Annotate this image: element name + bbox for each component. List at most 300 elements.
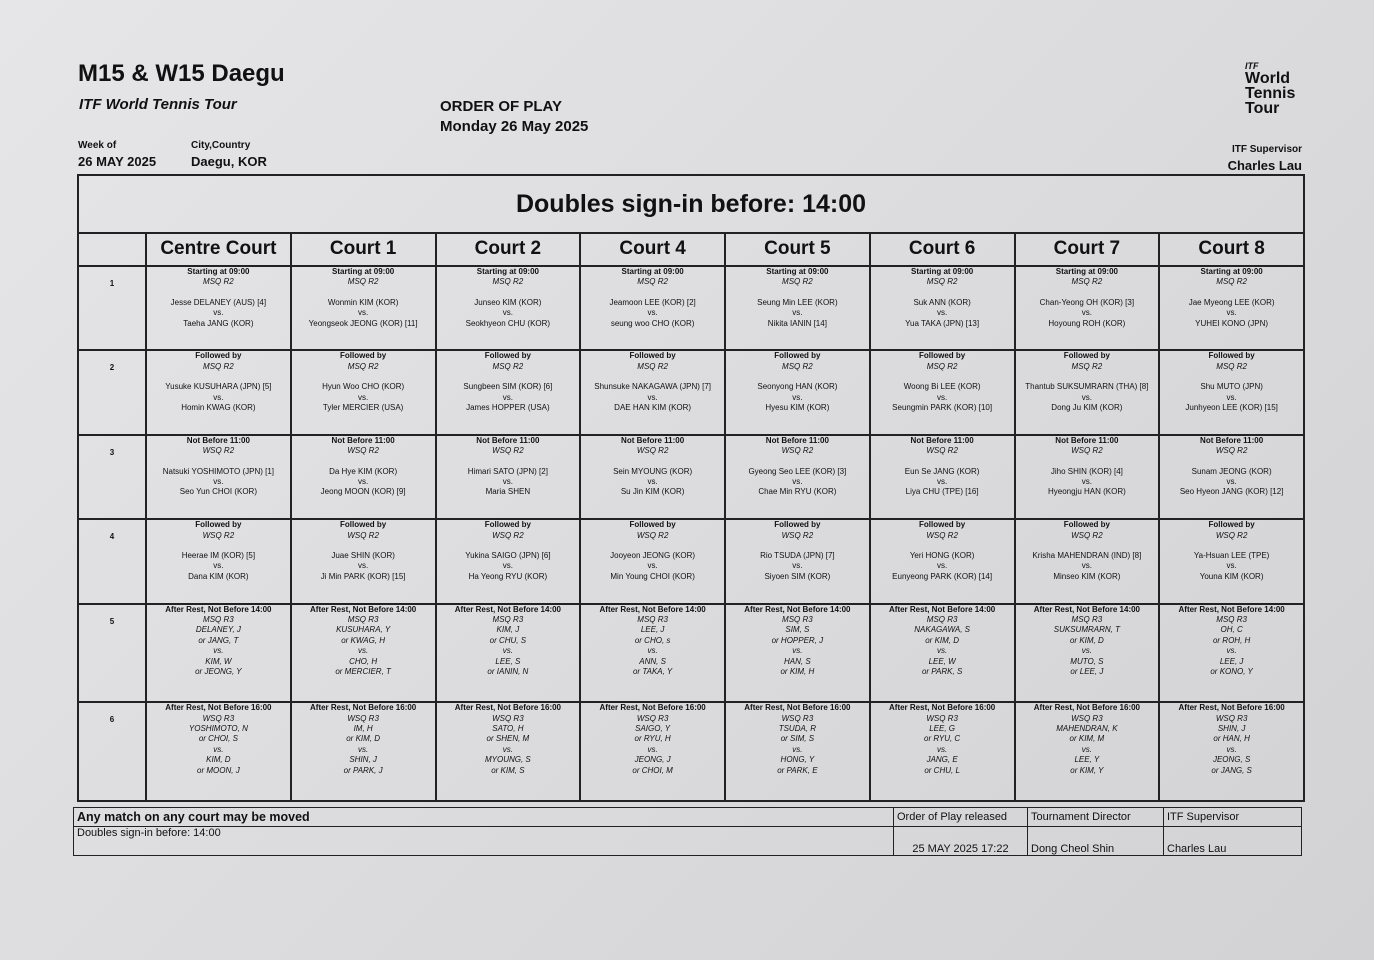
match-time: After Rest, Not Before 14:00	[165, 604, 272, 614]
match-player-line: SIM, S	[785, 625, 810, 635]
match-event: WSQ R2	[1071, 530, 1103, 540]
week-of-block	[78, 140, 156, 169]
match-event: WSQ R2	[636, 446, 669, 456]
player-two: Minseo KIM (KOR)	[1053, 571, 1121, 581]
match-cell	[146, 519, 291, 603]
match-player-line: vs.	[1081, 744, 1092, 754]
match-player-line: or CHOI, M	[632, 765, 673, 775]
match-cell	[870, 266, 1015, 350]
court-header: Court 5	[725, 233, 870, 266]
match-player-line: MYOUNG, S	[484, 755, 531, 765]
match-event: WSQ R2	[636, 530, 669, 540]
match-player-line: KIM, J	[496, 625, 520, 635]
match-time: Followed by	[774, 520, 821, 530]
player-two: Jeong MOON (KOR) [9]	[320, 487, 406, 497]
match-player-line: or PARK, E	[777, 765, 818, 775]
player-two: Yeongseok JEONG (KOR) [11]	[308, 318, 418, 328]
match-player-line: or JANG, T	[198, 635, 239, 645]
versus: vs.	[358, 477, 369, 486]
match-player-line: or RYU, C	[924, 734, 961, 744]
player-one: Yusuke KUSUHARA (JPN) [5]	[165, 382, 272, 392]
match-player-line: or JANG, S	[1211, 765, 1252, 775]
match-time: After Rest, Not Before 14:00	[310, 604, 417, 614]
spacer	[437, 541, 580, 551]
player-one: Sunam JEONG (KOR)	[1191, 466, 1272, 476]
match-time: Starting at 09:00	[766, 266, 829, 276]
match-player-line: vs.	[792, 744, 803, 754]
match-cell	[291, 435, 436, 519]
player-one: Chan-Yeong OH (KOR) [3]	[1039, 297, 1135, 307]
match-time: Followed by	[919, 520, 966, 530]
match-player-line: vs.	[358, 646, 369, 656]
match-player-line: vs.	[647, 646, 658, 656]
match-player-line: vs.	[937, 744, 948, 754]
match-time: After Rest, Not Before 14:00	[1033, 604, 1140, 614]
match-cell	[146, 702, 291, 801]
match-event: MSQ R2	[1071, 361, 1103, 371]
match-cell	[870, 435, 1015, 519]
schedule-row	[78, 604, 1304, 703]
match-cell	[291, 519, 436, 603]
footer-supervisor-name: Charles Lau	[1164, 827, 1302, 856]
director-name: Dong Cheol Shin	[1028, 827, 1164, 856]
spacer	[1016, 457, 1159, 467]
match-time: Starting at 09:00	[332, 266, 395, 276]
player-two: Maria SHEN	[485, 487, 531, 497]
match-event: MSQ R2	[782, 361, 813, 371]
player-one: Suk ANN (KOR)	[913, 297, 971, 307]
player-two: Siyoen SIM (KOR)	[764, 571, 831, 581]
match-event: MSQ R2	[926, 361, 958, 371]
match-cell	[436, 519, 581, 603]
match-event: WSQ R2	[202, 530, 235, 540]
versus: vs.	[358, 561, 369, 571]
match-player-line: or KONO, Y	[1210, 667, 1253, 677]
row-number: 4	[78, 519, 146, 603]
player-two: DAE HAN KIM (KOR)	[614, 403, 692, 412]
match-player-line: SATO, H	[492, 724, 524, 734]
player-two: Yua TAKA (JPN) [13]	[905, 318, 980, 328]
match-player-line: LEE, J	[640, 625, 665, 635]
spacer	[1160, 541, 1303, 551]
match-time: After Rest, Not Before 14:00	[454, 604, 561, 614]
match-player-line: vs.	[358, 744, 369, 754]
match-time: After Rest, Not Before 16:00	[744, 703, 851, 713]
spacer	[292, 541, 435, 551]
player-one: Eun Se JANG (KOR)	[904, 466, 980, 476]
match-player-line: or KIM, M	[1069, 734, 1105, 744]
match-player-line: vs.	[502, 646, 513, 656]
match-player-line: or KIM, Y	[1070, 765, 1104, 775]
match-player-line: or SHEN, M	[486, 734, 530, 744]
spacer	[437, 457, 580, 467]
match-cell	[580, 604, 725, 703]
match-event: WSQ R3	[347, 713, 379, 723]
match-player-line: or HOPPER, J	[771, 635, 824, 645]
match-time: After Rest, Not Before 14:00	[599, 604, 706, 614]
versus: vs.	[792, 392, 803, 402]
match-player-line: or CHOI, S	[198, 734, 238, 744]
versus: vs.	[1226, 477, 1237, 486]
match-cell	[580, 350, 725, 434]
match-player-line: vs.	[213, 744, 224, 754]
match-time: Starting at 09:00	[621, 266, 684, 276]
match-player-line: vs.	[937, 646, 948, 656]
player-two: Hoyoung ROH (KOR)	[1048, 318, 1126, 328]
spacer	[147, 457, 290, 467]
match-cell	[436, 702, 581, 801]
match-event: WSQ R2	[1215, 446, 1248, 456]
player-one: Natsuki YOSHIMOTO (JPN) [1]	[162, 466, 275, 476]
player-one: Ya-Hsuan LEE (TPE)	[1193, 551, 1270, 560]
match-player-line: vs.	[1081, 646, 1092, 656]
match-player-line: vs.	[1226, 646, 1237, 656]
match-time: Not Before 11:00	[331, 435, 395, 445]
court-move-note: Any match on any court may be moved	[74, 808, 894, 827]
versus: vs.	[1081, 561, 1092, 571]
match-time: Followed by	[1063, 520, 1110, 530]
court-header-row	[78, 233, 1304, 266]
match-cell	[146, 266, 291, 350]
player-one: Himari SATO (JPN) [2]	[467, 466, 548, 476]
match-cell	[291, 702, 436, 801]
player-one: Thantub SUKSUMRARN (THA) [8]	[1025, 382, 1149, 392]
player-one: Seonyong HAN (KOR)	[757, 382, 838, 392]
match-event: MSQ R2	[203, 361, 234, 371]
versus: vs.	[792, 561, 803, 571]
match-event: MSQ R2	[347, 361, 379, 371]
player-two: Seokhyeon CHU (KOR)	[465, 318, 551, 328]
player-two: Dong Ju KIM (KOR)	[1051, 403, 1123, 412]
versus: vs.	[358, 308, 369, 318]
match-cell	[436, 604, 581, 703]
match-event: MSQ R2	[203, 277, 234, 287]
logo-line-3: Tour	[1245, 100, 1280, 117]
match-time: After Rest, Not Before 16:00	[599, 703, 706, 713]
match-cell	[1159, 266, 1304, 350]
spacer	[871, 288, 1014, 298]
match-player-line: or KIM, S	[491, 765, 525, 775]
match-player-line: MUTO, S	[1070, 656, 1104, 666]
match-player-line: vs.	[502, 744, 513, 754]
tour-name: ITF World Tennis Tour	[79, 96, 237, 113]
match-player-line: IM, H	[353, 724, 373, 734]
match-cell	[291, 350, 436, 434]
match-player-line: or PARK, J	[343, 765, 383, 775]
player-one: Sungbeen SIM (KOR) [6]	[463, 382, 553, 392]
match-time: Followed by	[774, 351, 821, 361]
city-label: City,Country	[191, 140, 251, 151]
versus: vs.	[502, 477, 513, 486]
match-event: WSQ R3	[781, 713, 814, 723]
match-cell	[291, 604, 436, 703]
spacer	[581, 288, 724, 298]
supervisor-name: Charles Lau	[1227, 158, 1302, 173]
spacer	[437, 288, 580, 298]
match-player-line: HAN, S	[784, 656, 811, 666]
match-cell	[870, 702, 1015, 801]
match-player-line: or ROH, H	[1212, 635, 1251, 645]
match-time: After Rest, Not Before 14:00	[1178, 604, 1285, 614]
match-player-line: LEE, G	[929, 724, 956, 734]
player-one: Juae SHIN (KOR)	[331, 551, 395, 560]
city-country-block	[191, 140, 267, 169]
player-two: Taeha JANG (KOR)	[183, 318, 254, 328]
match-event: MSQ R3	[347, 615, 379, 624]
match-player-line: SAIGO, Y	[635, 724, 671, 734]
match-event: WSQ R3	[636, 713, 669, 723]
match-player-line: or KIM, D	[1069, 635, 1104, 645]
schedule-row	[78, 435, 1304, 519]
match-player-line: vs.	[792, 646, 803, 656]
match-time: After Rest, Not Before 14:00	[889, 604, 996, 614]
order-of-play-heading	[440, 97, 588, 137]
match-player-line: LEE, Y	[1074, 755, 1100, 765]
match-player-line: or KIM, D	[346, 734, 381, 744]
player-one: Jesse DELANEY (AUS) [4]	[170, 297, 267, 307]
match-rows	[78, 266, 1304, 801]
match-cell	[1015, 604, 1160, 703]
versus: vs.	[647, 477, 658, 486]
spacer	[147, 288, 290, 298]
player-one: Wonmin KIM (KOR)	[327, 297, 399, 307]
spacer	[726, 541, 869, 551]
match-time: Not Before 11:00	[1055, 435, 1119, 445]
match-cell	[580, 266, 725, 350]
player-two: Hyesu KIM (KOR)	[765, 403, 830, 412]
match-player-line: or KIM, H	[780, 667, 815, 677]
match-cell	[725, 702, 870, 801]
court-header: Court 4	[580, 233, 725, 266]
released-label: Order of Play released	[894, 808, 1028, 827]
versus: vs.	[1226, 561, 1237, 571]
match-cell	[580, 435, 725, 519]
spacer	[726, 372, 869, 382]
doubles-sign-in-banner: Doubles sign-in before: 14:00	[78, 175, 1304, 233]
player-one: Jae Myeong LEE (KOR)	[1188, 297, 1275, 307]
court-header: Centre Court	[146, 233, 291, 266]
match-cell	[1159, 702, 1304, 801]
match-cell	[725, 266, 870, 350]
player-two: YUHEI KONO (JPN)	[1195, 318, 1269, 328]
match-time: After Rest, Not Before 16:00	[454, 703, 561, 713]
versus: vs.	[937, 308, 948, 318]
spacer	[871, 457, 1014, 467]
row-number: 2	[78, 350, 146, 434]
versus: vs.	[213, 561, 224, 571]
match-event: MSQ R3	[782, 615, 813, 624]
versus: vs.	[792, 308, 803, 318]
match-time: Followed by	[484, 351, 531, 361]
versus: vs.	[647, 308, 658, 318]
spacer	[1016, 372, 1159, 382]
player-two: Seo Yun CHOI (KOR)	[179, 487, 257, 497]
versus: vs.	[213, 392, 224, 402]
match-time: Followed by	[1063, 351, 1110, 361]
match-cell	[725, 435, 870, 519]
versus: vs.	[1081, 392, 1092, 402]
match-event: WSQ R2	[347, 530, 379, 540]
player-one: Shu MUTO (JPN)	[1200, 382, 1263, 392]
match-cell	[436, 435, 581, 519]
match-player-line: CHO, H	[349, 656, 378, 666]
match-cell	[1015, 702, 1160, 801]
match-event: MSQ R3	[637, 615, 668, 624]
match-time: Not Before 11:00	[765, 435, 829, 445]
match-player-line: or IANIN, N	[487, 667, 529, 677]
spacer	[726, 288, 869, 298]
match-player-line: vs.	[647, 744, 658, 754]
match-time: Not Before 11:00	[186, 435, 250, 445]
week-label: Week of	[78, 140, 117, 151]
match-event: WSQ R3	[1071, 713, 1103, 723]
spacer	[581, 541, 724, 551]
versus: vs.	[792, 477, 803, 486]
match-cell	[1015, 435, 1160, 519]
spacer	[292, 457, 435, 467]
logo-itf-text: ITF	[1245, 61, 1259, 71]
match-cell	[1015, 266, 1160, 350]
match-player-line: HONG, Y	[780, 755, 815, 765]
match-player-line: YOSHIMOTO, N	[188, 724, 248, 734]
match-time: After Rest, Not Before 16:00	[1178, 703, 1285, 713]
court-header: Court 7	[1015, 233, 1160, 266]
match-cell	[1159, 350, 1304, 434]
versus: vs.	[213, 477, 224, 486]
match-cell	[291, 266, 436, 350]
match-player-line: MAHENDRAN, K	[1056, 724, 1118, 734]
match-player-line: or HAN, H	[1213, 734, 1250, 744]
match-time: Followed by	[629, 351, 676, 361]
match-player-line: or SIM, S	[780, 734, 815, 744]
versus: vs.	[647, 561, 658, 571]
footer-table	[73, 807, 1302, 856]
tournament-title: M15 & W15 Daegu	[78, 60, 285, 87]
match-time: Followed by	[1208, 351, 1255, 361]
spacer	[437, 372, 580, 382]
versus: vs.	[937, 561, 948, 571]
director-label: Tournament Director	[1028, 808, 1164, 827]
supervisor-block	[1228, 144, 1302, 173]
match-player-line: or MOON, J	[197, 765, 240, 775]
player-two: Homin KWAG (KOR)	[181, 403, 256, 412]
match-event: MSQ R2	[926, 277, 958, 287]
match-cell	[1159, 519, 1304, 603]
match-player-line: KIM, W	[205, 656, 232, 666]
match-cell	[870, 519, 1015, 603]
match-player-line: or CHO, s	[634, 635, 671, 645]
schedule-row	[78, 519, 1304, 603]
match-player-line: LEE, W	[928, 656, 956, 666]
spacer	[726, 457, 869, 467]
versus: vs.	[502, 561, 513, 571]
match-player-line: JEONG, S	[1212, 755, 1251, 765]
player-one: Heerae IM (KOR) [5]	[181, 551, 256, 560]
spacer	[292, 372, 435, 382]
match-event: WSQ R2	[492, 530, 524, 540]
match-player-line: or CHU, S	[489, 635, 527, 645]
match-cell	[870, 350, 1015, 434]
match-event: WSQ R2	[347, 446, 379, 456]
logo-line-1: World	[1245, 70, 1291, 87]
player-two: Chae Min RYU (KOR)	[758, 487, 837, 497]
week-value: 26 MAY 2025	[78, 154, 157, 169]
match-cell	[870, 604, 1015, 703]
versus: vs.	[213, 308, 224, 318]
versus: vs.	[358, 392, 369, 402]
match-cell	[580, 702, 725, 801]
match-time: Followed by	[340, 520, 387, 530]
match-time: Followed by	[195, 351, 242, 361]
match-cell	[1159, 604, 1304, 703]
player-one: Jeamoon LEE (KOR) [2]	[609, 297, 696, 307]
match-time: Not Before 11:00	[1200, 435, 1264, 445]
match-event: WSQ R3	[492, 713, 524, 723]
player-one: Hyun Woo CHO (KOR)	[322, 382, 405, 392]
match-cell	[146, 604, 291, 703]
match-player-line: vs.	[1226, 744, 1237, 754]
player-two: Liya CHU (TPE) [16]	[905, 487, 979, 497]
match-player-line: vs.	[213, 646, 224, 656]
versus: vs.	[647, 392, 658, 402]
spacer	[871, 372, 1014, 382]
match-time: Not Before 11:00	[910, 435, 974, 445]
match-player-line: or MERCIER, T	[335, 667, 391, 677]
match-player-line: SHIN, J	[349, 755, 377, 765]
match-player-line: LEE, S	[495, 656, 521, 666]
match-time: After Rest, Not Before 16:00	[1033, 703, 1140, 713]
match-time: Starting at 09:00	[187, 266, 250, 276]
match-time: After Rest, Not Before 14:00	[744, 604, 851, 614]
match-cell	[1159, 435, 1304, 519]
player-one: Woong Bi LEE (KOR)	[903, 382, 981, 392]
player-one: Jooyeon JEONG (KOR)	[610, 551, 696, 560]
player-two: Su Jin KIM (KOR)	[620, 487, 685, 497]
match-player-line: KIM, D	[206, 755, 231, 765]
match-event: MSQ R2	[1071, 277, 1103, 287]
versus: vs.	[937, 392, 948, 402]
match-time: Starting at 09:00	[1055, 266, 1118, 276]
match-player-line: SUKSUMRARN, T	[1053, 625, 1120, 635]
city-value: Daegu, KOR	[191, 154, 267, 169]
versus: vs.	[502, 392, 513, 402]
doubles-note: Doubles sign-in before: 14:00	[74, 827, 894, 856]
player-one: Sein MYOUNG (KOR)	[613, 466, 693, 476]
match-event: WSQ R2	[202, 446, 235, 456]
match-player-line: or KIM, D	[925, 635, 960, 645]
match-player-line: or KWAG, H	[341, 635, 386, 645]
versus: vs.	[1081, 308, 1092, 318]
match-time: Followed by	[1208, 520, 1255, 530]
player-two: Ha Yeong RYU (KOR)	[468, 571, 548, 581]
match-player-line: JEONG, J	[634, 755, 671, 765]
match-time: After Rest, Not Before 16:00	[310, 703, 417, 713]
row-number: 6	[78, 702, 146, 801]
match-time: Starting at 09:00	[1200, 266, 1263, 276]
match-event: WSQ R2	[781, 530, 814, 540]
match-player-line: or CHU, L	[924, 765, 960, 775]
player-one: Krisha MAHENDRAN (IND) [8]	[1032, 551, 1142, 560]
match-player-line: or PARK, S	[921, 667, 963, 677]
spacer	[1160, 457, 1303, 467]
match-cell	[725, 519, 870, 603]
logo-line-2: Tennis	[1245, 85, 1296, 102]
player-two: Min Young CHOI (KOR)	[610, 571, 695, 581]
versus: vs.	[937, 477, 948, 486]
spacer	[871, 541, 1014, 551]
match-cell	[725, 350, 870, 434]
spacer	[1016, 541, 1159, 551]
